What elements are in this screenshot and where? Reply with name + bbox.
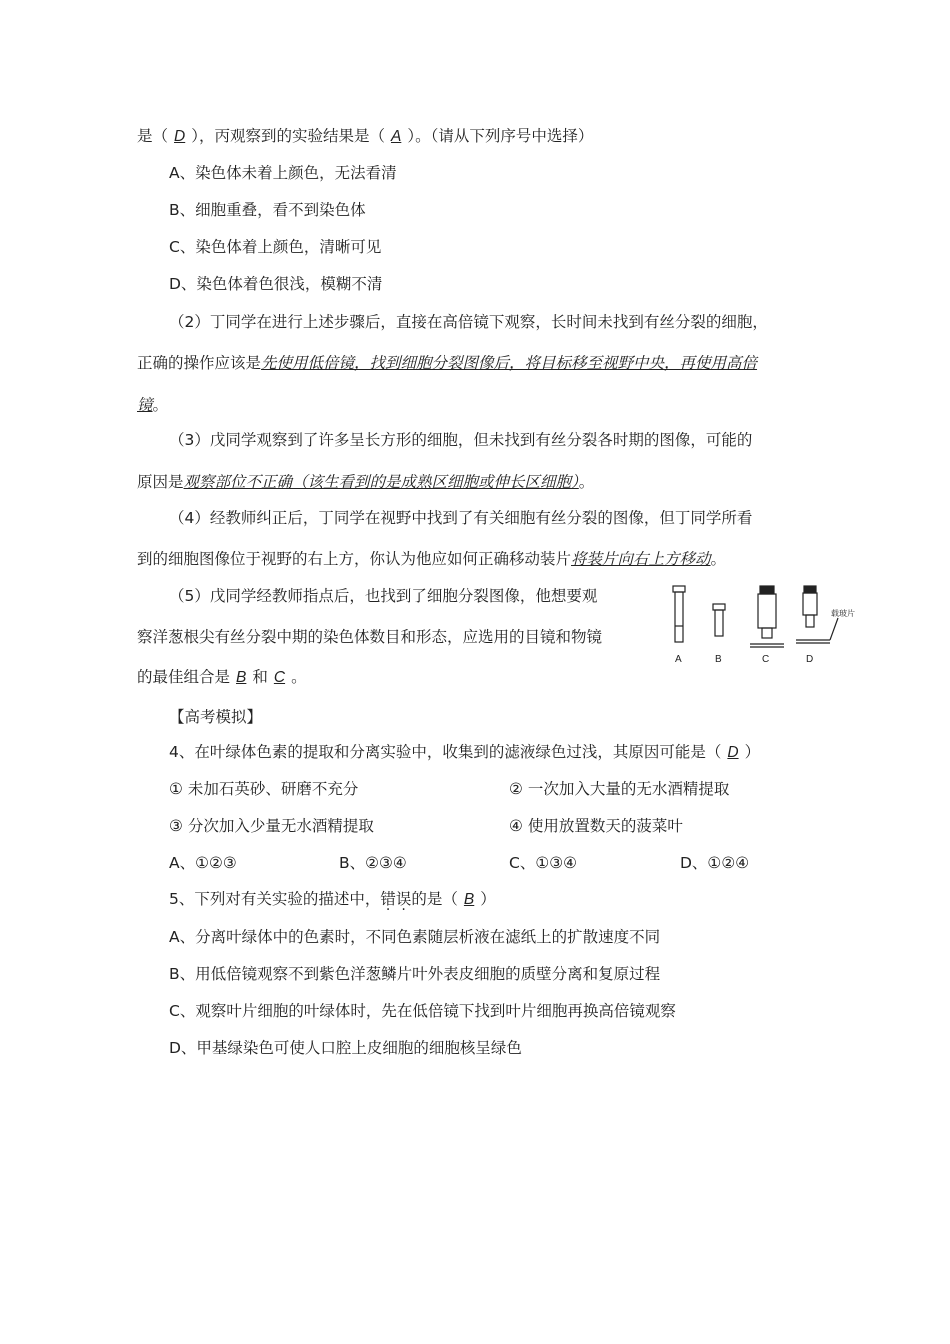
- q5-option-c: C、观察叶片细胞的叶绿体时，先在低倍镜下找到叶片细胞再换高倍镜观察: [169, 1002, 676, 1020]
- q5-stem: 5、下列对有关实验的描述中，错误的是（ B ）: [169, 890, 496, 908]
- eyepiece-a-icon: [673, 586, 685, 642]
- p5-line1: （5）戊同学经教师指点后，也找到了细胞分裂图像，他想要观: [169, 587, 598, 605]
- figure-label-b: B: [715, 654, 722, 665]
- q4-answer: D: [727, 744, 739, 761]
- p2-line1: （2）丁同学在进行上述步骤后，直接在高倍镜下观察，长时间未找到有丝分裂的细胞，: [169, 313, 768, 331]
- p5-line3: 的最佳组合是 B 和 C 。: [137, 668, 307, 686]
- q4-item-3: ③ 分次加入少量无水酒精提取: [169, 817, 374, 835]
- q4-item-2: ② 一次加入大量的无水酒精提取: [509, 780, 730, 798]
- lens-figure: [664, 584, 874, 668]
- q4-choice-d: D、①②④: [680, 854, 750, 872]
- figure-label-a: A: [675, 654, 682, 665]
- slide-label: 载玻片: [831, 609, 855, 618]
- p5-answer-2: C: [273, 669, 286, 686]
- p2-line2: 正确的操作应该是先使用低倍镜，找到细胞分裂图像后，将目标移至视野中央，再使用高倍: [137, 354, 758, 372]
- answer-1: D: [174, 128, 186, 145]
- q5-answer: B: [463, 891, 475, 908]
- p3-line2: 原因是观察部位不正确（该生看到的是成熟区细胞或伸长区细胞）。: [137, 473, 595, 491]
- q4-stem: 4、在叶绿体色素的提取和分离实验中，收集到的滤液绿色过浅，其原因可能是（ D ）: [169, 743, 761, 761]
- section-title: 【高考模拟】: [169, 708, 263, 726]
- q5-option-b: B、用低倍镜观察不到紫色洋葱鳞片叶外表皮细胞的质壁分离和复原过程: [169, 965, 661, 983]
- option-a: A、染色体未着上颜色，无法看清: [169, 164, 397, 182]
- q4-choice-a: A、①②③: [169, 854, 237, 872]
- q4-choice-c: C、①③④: [509, 854, 578, 872]
- eyepiece-b-icon: [713, 604, 725, 636]
- q4-item-4: ④ 使用放置数天的菠菜叶: [509, 817, 683, 835]
- p2-answer: 先使用低倍镜，找到细胞分裂图像后，将目标移至视野中央，再使用高倍: [261, 354, 758, 372]
- figure-label-c: C: [762, 654, 770, 665]
- p2-line3: 镜。: [137, 396, 169, 414]
- figure-label-d: D: [806, 654, 814, 665]
- option-b: B、细胞重叠，看不到染色体: [169, 201, 366, 219]
- q4-choice-b: B、②③④: [339, 854, 407, 872]
- p4-answer: 将装片向右上方移动: [571, 550, 711, 568]
- p5-line2: 察洋葱根尖有丝分裂中期的染色体数目和形态，应选用的目镜和物镜: [137, 628, 603, 646]
- q4-item-1: ① 未加石英砂、研磨不充分: [169, 780, 359, 798]
- option-d: D、染色体着色很浅，模糊不清: [169, 275, 383, 293]
- option-c: C、染色体着上颜色，清晰可见: [169, 238, 382, 256]
- p4-line2: 到的细胞图像位于视野的右上方，你认为他应如何正确移动装片将装片向右上方移动。: [137, 550, 727, 568]
- q5-option-d: D、甲基绿染色可使人口腔上皮细胞的细胞核呈绿色: [169, 1039, 522, 1057]
- q5-option-a: A、分离叶绿体中的色素时，不同色素随层析液在滤纸上的扩散速度不同: [169, 928, 661, 946]
- p3-answer: 观察部位不正确（该生看到的是成熟区细胞或伸长区细胞）: [183, 473, 579, 491]
- answer-2: A: [390, 128, 402, 145]
- p4-line1: （4）经教师纠正后，丁同学在视野中找到了有关细胞有丝分裂的图像，但丁同学所看: [169, 509, 753, 527]
- p3-line1: （3）戊同学观察到了许多呈长方形的细胞，但未找到有丝分裂各时期的图像，可能的: [169, 431, 753, 449]
- p5-answer-1: B: [236, 669, 247, 686]
- objective-c-icon: [750, 586, 784, 647]
- q3-continuation: 是（ D ），丙观察到的实验结果是（ A ）。（请从下列序号中选择）: [137, 127, 594, 145]
